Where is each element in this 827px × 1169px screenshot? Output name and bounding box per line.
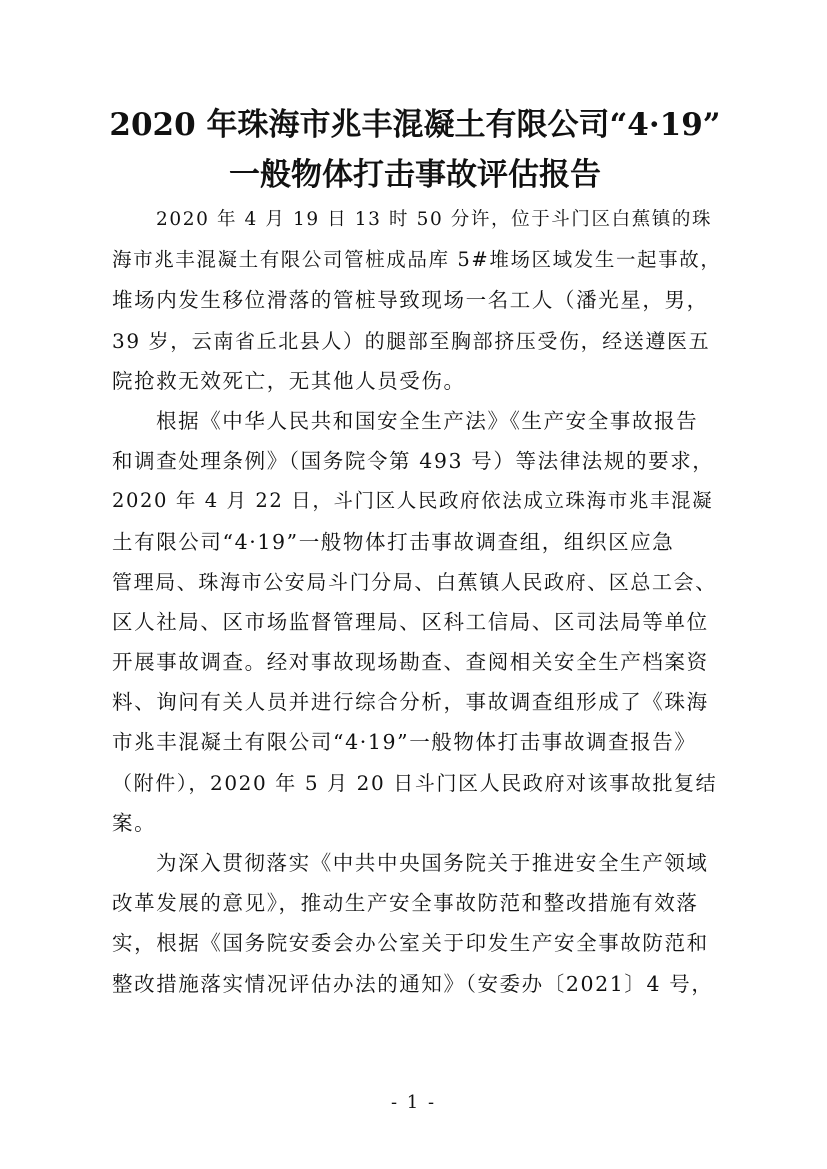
paragraph-line: 改革发展的意见》，推动生产安全事故防范和整改措施有效落 — [112, 891, 699, 916]
title-line-2: 一般物体打击事故评估报告 — [229, 157, 601, 193]
title-line-1: 2020 年珠海市兆丰混凝土有限公司“4·19” — [109, 107, 721, 143]
page-number: - 1 - — [390, 1092, 437, 1113]
document-title — [90, 100, 740, 200]
paragraph-investigation — [112, 401, 722, 843]
paragraph-line: 根据《中华人民共和国安全生产法》《生产安全事故报告 — [156, 408, 699, 433]
paragraph-line: （附件），2020 年 5 月 20 日斗门区人民政府对该事故批复结 — [112, 770, 718, 795]
paragraph-line: 区人社局、区市场监督管理局、区科工信局、区司法局等单位 — [112, 609, 709, 634]
paragraph-line: 院抢救无效死亡，无其他人员受伤。 — [112, 368, 466, 393]
paragraph-line: 管理局、珠海市公安局斗门分局、白蕉镇人民政府、区总工会、 — [112, 569, 717, 594]
paragraph-line: 市兆丰混凝土有限公司“4·19”一般物体打击事故调查报告》 — [112, 730, 697, 755]
paragraph-line: 料、询问有关人员并进行综合分析，事故调查组形成了《珠海 — [112, 690, 709, 715]
paragraph-incident-summary — [112, 200, 722, 401]
paragraph-line: 2020 年 4 月 19 日 13 时 50 分许，位于斗门区白蕉镇的珠 — [156, 209, 713, 230]
paragraph-line: 整改措施落实情况评估办法的通知》（安委办〔2021〕4 号， — [112, 971, 714, 996]
paragraph-line: 土有限公司“4·19”一般物体打击事故调查组，组织区应急 — [112, 529, 675, 554]
document-body — [112, 200, 722, 1004]
paragraph-evaluation-basis — [112, 843, 722, 1004]
paragraph-line: 39 岁，云南省丘北县人）的腿部至胸部挤压受伤，经送遵医五 — [112, 328, 711, 353]
paragraph-line: 案。 — [112, 810, 157, 835]
paragraph-line: 为深入贯彻落实《中共中央国务院关于推进安全生产领域 — [156, 851, 709, 875]
paragraph-line: 堆场内发生移位滑落的管桩导致现场一名工人（潘光星，男， — [112, 288, 709, 313]
paragraph-line: 实，根据《国务院安委会办公室关于印发生产安全事故防范和 — [112, 931, 709, 956]
paragraph-line: 开展事故调查。经对事故现场勘查、查阅相关安全生产档案资 — [112, 650, 709, 675]
paragraph-line: 海市兆丰混凝土有限公司管桩成品库 5#堆场区域发生一起事故， — [112, 248, 722, 272]
paragraph-line: 2020 年 4 月 22 日，斗门区人民政府依法成立珠海市兆丰混凝 — [112, 489, 714, 513]
paragraph-line: 和调查处理条例》（国务院令第 493 号）等法律法规的要求， — [112, 449, 715, 474]
